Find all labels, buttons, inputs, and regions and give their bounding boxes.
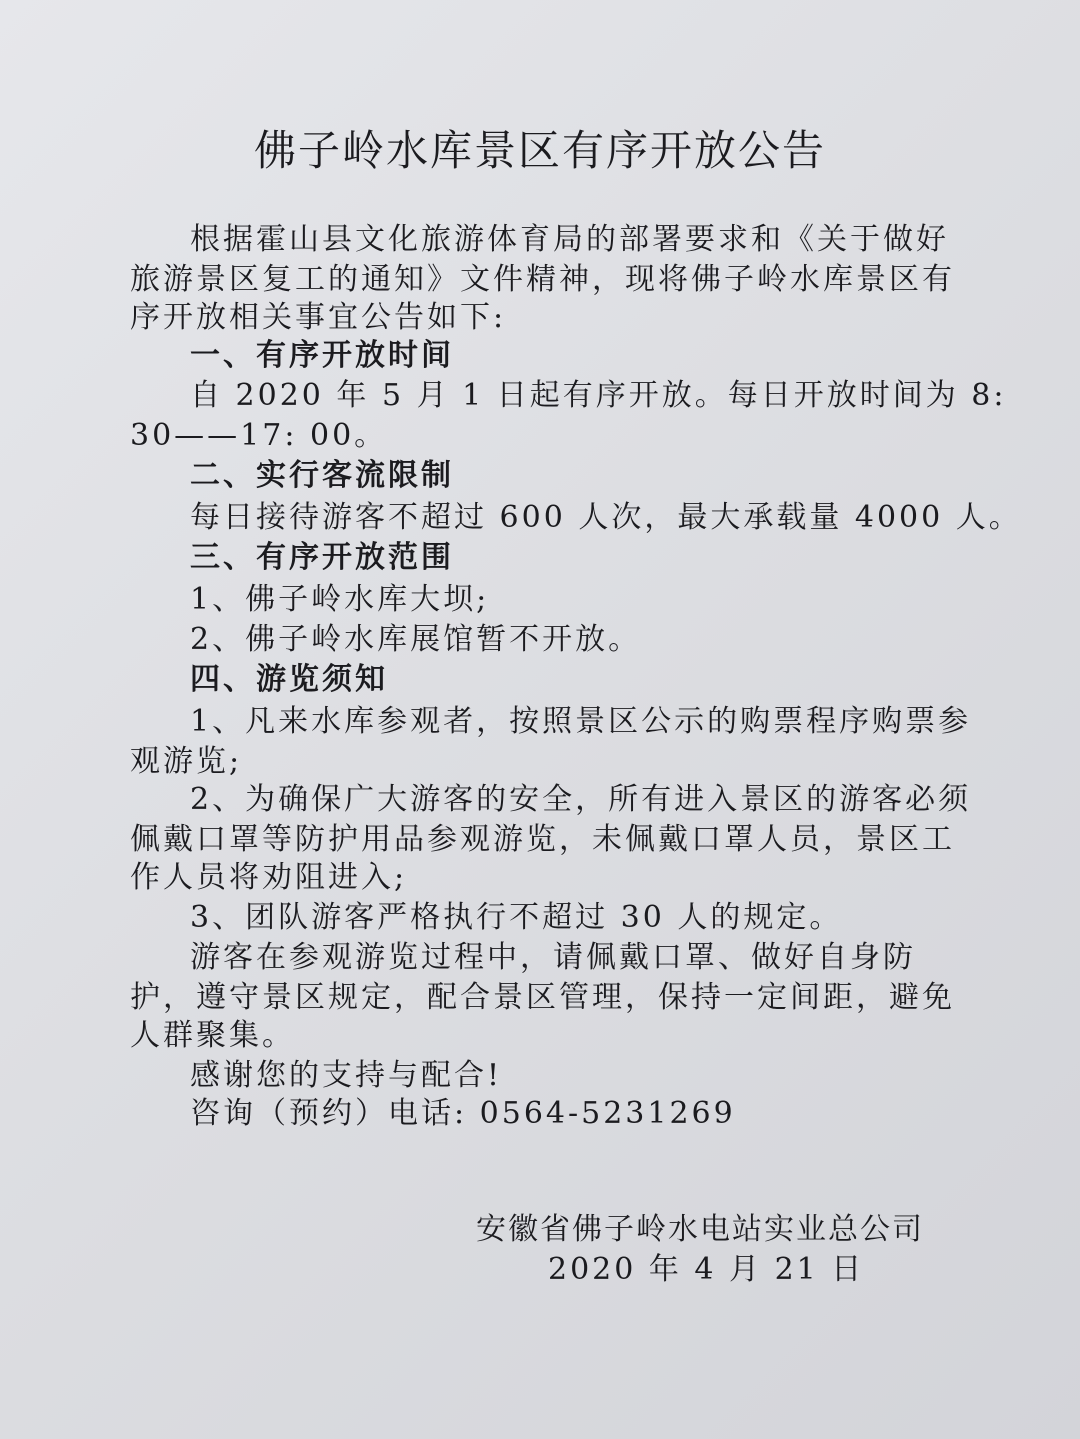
body-line: 30——17: 00。 (130, 418, 388, 453)
section-heading-4: 四、游览须知 (190, 662, 388, 697)
body-line: 佩戴口罩等防护用品参观游览，未佩戴口罩人员，景区工 (130, 822, 955, 857)
contact-phone: 咨询（预约）电话: 0564-5231269 (190, 1096, 736, 1131)
list-item: 3、团队游客严格执行不超过 30 人的规定。 (190, 900, 843, 935)
body-line: 游客在参观游览过程中，请佩戴口罩、做好自身防 (190, 940, 916, 975)
list-item: 1、佛子岭水库大坝; (190, 582, 490, 617)
list-item: 1、凡来水库参观者，按照景区公示的购票程序购票参 (190, 704, 972, 739)
section-heading-2: 二、实行客流限制 (190, 458, 454, 493)
list-item: 2、佛子岭水库展馆暂不开放。 (190, 622, 642, 657)
body-line: 人群聚集。 (130, 1018, 295, 1053)
signature-date: 2020 年 4 月 21 日 (548, 1252, 865, 1287)
signature-company: 安徽省佛子岭水电站实业总公司 (476, 1212, 924, 1247)
body-line: 观游览; (130, 744, 243, 779)
body-line: 根据霍山县文化旅游体育局的部署要求和《关于做好 (190, 222, 949, 257)
notice-title: 佛子岭水库景区有序开放公告 (253, 126, 826, 175)
section-heading-1: 一、有序开放时间 (190, 338, 454, 373)
body-line: 护，遵守景区规定，配合景区管理，保持一定间距，避免 (130, 980, 955, 1015)
list-item: 2、为确保广大游客的安全，所有进入景区的游客必须 (190, 782, 972, 817)
body-line: 序开放相关事宜公告如下: (130, 300, 507, 335)
body-line: 自 2020 年 5 月 1 日起有序开放。每日开放时间为 8: (190, 378, 1007, 413)
section-heading-3: 三、有序开放范围 (190, 540, 454, 575)
body-line: 作人员将劝阻进入; (130, 860, 408, 895)
thanks-line: 感谢您的支持与配合! (190, 1058, 503, 1093)
body-line: 每日接待游客不超过 600 人次，最大承载量 4000 人。 (190, 500, 1022, 535)
body-line: 旅游景区复工的通知》文件精神，现将佛子岭水库景区有 (130, 262, 955, 297)
